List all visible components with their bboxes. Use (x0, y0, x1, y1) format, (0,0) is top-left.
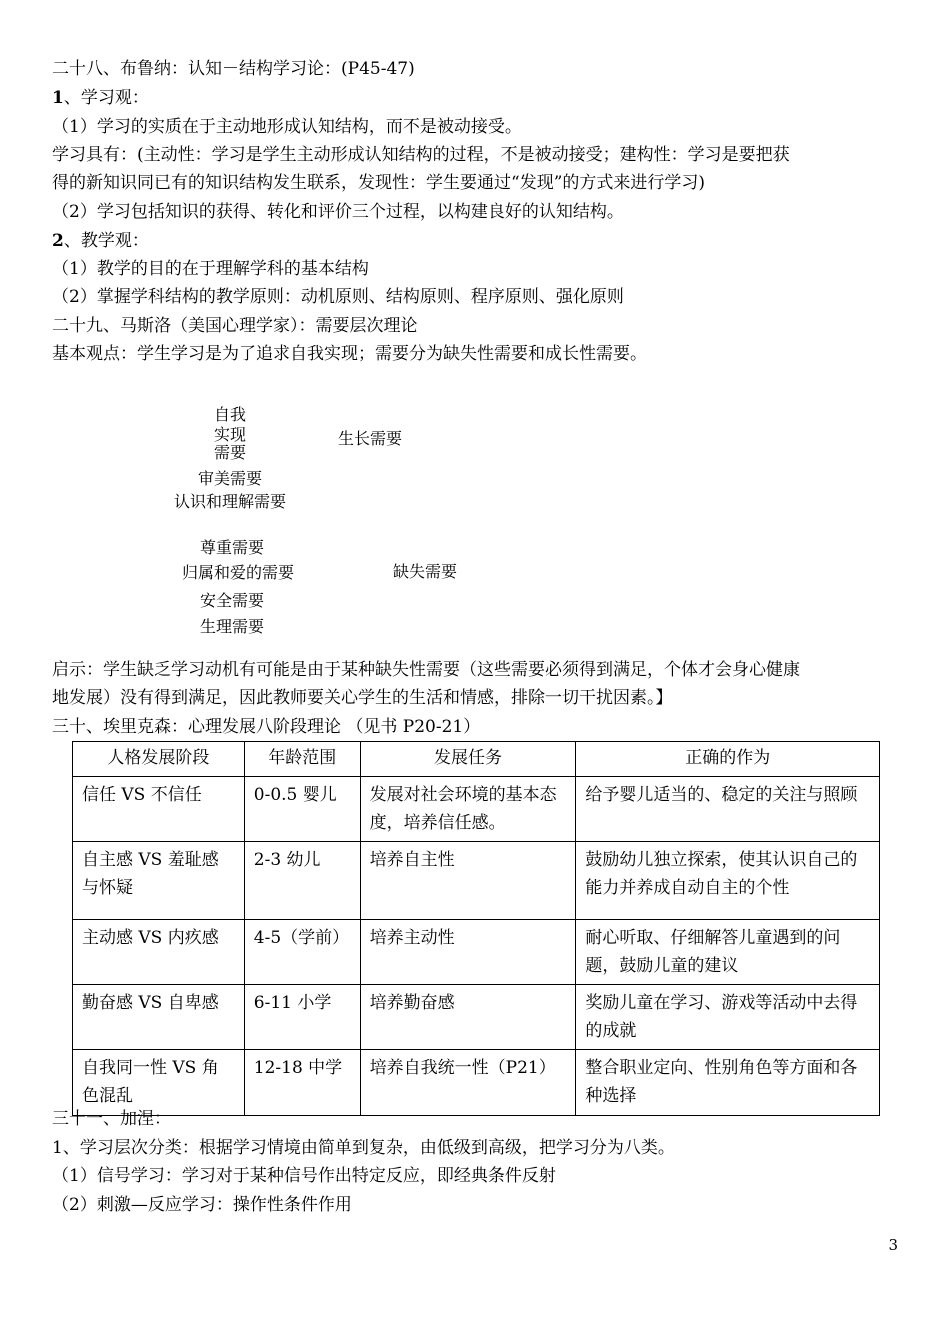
teaching-view-number: 2 (52, 231, 64, 251)
gagne-item-1-1: （1）信号学习：学习对于某种信号作出特定反应，即经典条件反射 (52, 1166, 556, 1186)
table-cell-age: 12-18 中学 (244, 1050, 360, 1116)
table-cell-action: 奖励儿童在学习、游戏等活动中去得的成就 (576, 985, 880, 1050)
table-header-task: 发展任务 (360, 742, 576, 777)
pyramid-belonging-needs: 归属和爱的需要 (181, 563, 294, 582)
teaching-view-heading (52, 229, 149, 253)
section-31-title: 三十一、加涅： (52, 1109, 171, 1129)
table-header-row (73, 742, 880, 777)
maslow-insight-line-2: 地发展）没有得到满足，因此教师要关心学生的生活和情感，排除一切干扰因素。】 (52, 688, 673, 708)
table-row (73, 985, 880, 1050)
learning-view-heading (52, 86, 149, 110)
table-cell-age: 4-5（学前） (244, 920, 360, 985)
table-cell-task: 发展对社会环境的基本态度，培养信任感。 (360, 777, 576, 842)
table-cell-task: 培养自主性 (360, 842, 576, 920)
table-cell-stage: 主动感 VS 内疚感 (73, 920, 245, 985)
table-cell-stage: 信任 VS 不信任 (73, 777, 245, 842)
table-cell-action: 鼓励幼儿独立探索，使其认识自己的能力并养成自动自主的个性 (576, 842, 880, 920)
gagne-item-1-2: （2）刺激—反应学习：操作性条件作用 (52, 1195, 352, 1215)
growth-needs-label: 生长需要 (337, 429, 402, 448)
table-row (73, 920, 880, 985)
section-29-title: 二十九、马斯洛（美国心理学家）：需要层次理论 (52, 316, 418, 336)
table-cell-task: 培养主动性 (360, 920, 576, 985)
teaching-view-item-1: （1）教学的目的在于理解学科的基本结构 (52, 259, 369, 279)
pyramid-aesthetic-needs: 审美需要 (197, 469, 262, 488)
table-cell-stage: 勤奋感 VS 自卑感 (73, 985, 245, 1050)
table-cell-action: 给予婴儿适当的、稳定的关注与照顾 (576, 777, 880, 842)
section-28-title: 二十八、布鲁纳：认知－结构学习论：(P45-47) (52, 59, 415, 79)
table-cell-stage: 自我同一性 VS 角色混乱 (73, 1050, 245, 1116)
section-30-title: 三十、埃里克森：心理发展八阶段理论 （见书 P20-21） (52, 717, 481, 737)
table-cell-age: 2-3 幼儿 (244, 842, 360, 920)
teaching-view-title: 、教学观： (63, 231, 149, 251)
page-number: 3 (888, 1236, 898, 1254)
table-cell-age: 6-11 小学 (244, 985, 360, 1050)
gagne-item-1: 1、学习层次分类：根据学习情境由简单到复杂，由低级到高级，把学习分为八类。 (52, 1138, 675, 1158)
learning-view-item-2: （2）学习包括知识的获得、转化和评价三个过程，以构建良好的认知结构。 (52, 202, 624, 222)
learning-view-title: 、学习观： (63, 88, 149, 108)
table-cell-age: 0-0.5 婴儿 (244, 777, 360, 842)
deficiency-needs-label: 缺失需要 (392, 562, 457, 581)
pyramid-self-actualization-2: 实现 (213, 425, 246, 444)
pyramid-esteem-needs: 尊重需要 (199, 538, 264, 557)
pyramid-self-actualization-3: 需要 (213, 443, 246, 462)
table-cell-task: 培养自我统一性（P21） (360, 1050, 576, 1116)
erikson-stages-table (72, 741, 880, 1116)
table-row (73, 1050, 880, 1116)
table-cell-task: 培养勤奋感 (360, 985, 576, 1050)
maslow-basic-view: 基本观点：学生学习是为了追求自我实现；需要分为缺失性需要和成长性需要。 (52, 344, 647, 364)
learning-features-line-1: 学习具有：(主动性：学习是学生主动形成认知结构的过程，不是被动接受；建构性：学习是要把获 (52, 145, 790, 165)
learning-view-item-1: （1）学习的实质在于主动地形成认知结构，而不是被动接受。 (52, 117, 522, 137)
maslow-insight-line-1: 启示：学生缺乏学习动机有可能是由于某种缺失性需要（这些需要必须得到满足，个体才会身心健康 (52, 660, 800, 680)
pyramid-cognitive-needs: 认识和理解需要 (173, 492, 286, 511)
table-row (73, 842, 880, 920)
table-cell-action: 整合职业定向、性别角色等方面和各种选择 (576, 1050, 880, 1116)
teaching-view-item-2: （2）掌握学科结构的教学原则：动机原则、结构原则、程序原则、强化原则 (52, 287, 624, 307)
table-cell-stage: 自主感 VS 羞耻感与怀疑 (73, 842, 245, 920)
pyramid-self-actualization-1: 自我 (213, 405, 246, 424)
learning-view-number: 1 (52, 88, 64, 108)
learning-features-line-2: 得的新知识同已有的知识结构发生联系，发现性：学生要通过“发现”的方式来进行学习) (52, 173, 706, 193)
table-header-age: 年龄范围 (244, 742, 360, 777)
table-cell-action: 耐心听取、仔细解答儿童遇到的问题，鼓励儿童的建议 (576, 920, 880, 985)
table-header-stage: 人格发展阶段 (73, 742, 245, 777)
pyramid-physiological-needs: 生理需要 (199, 617, 264, 636)
table-row (73, 777, 880, 842)
pyramid-safety-needs: 安全需要 (199, 591, 264, 610)
table-header-action: 正确的作为 (576, 742, 880, 777)
